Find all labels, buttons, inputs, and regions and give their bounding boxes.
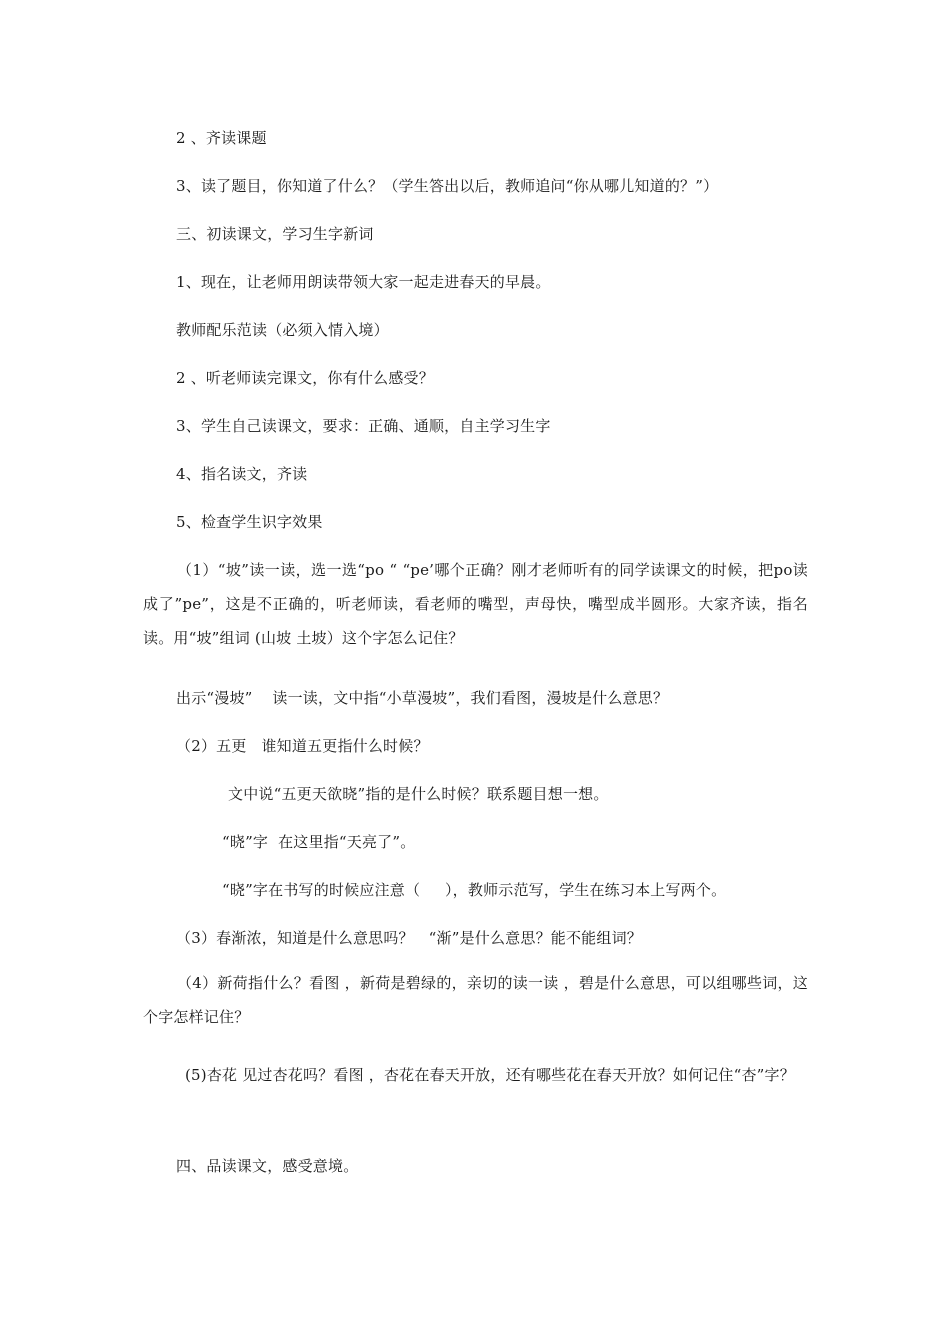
step-what-did-you-learn: 3、读了题目，你知道了什么？（学生答出以后，教师追问“你从哪儿知道的？”） <box>176 177 719 195</box>
step-self-reading: 3、学生自己读课文，要求：正确、通顺，自主学习生字 <box>176 417 551 435</box>
section-4-heading: 四、品读课文，感受意境。 <box>176 1157 359 1175</box>
line-jian-character: （3）春渐浓，知道是什么意思吗？ “渐”是什么意思？能不能组词？ <box>176 929 642 947</box>
section-3-heading: 三、初读课文，学习生字新词 <box>176 225 374 243</box>
paragraph-xinghua: (5)杏花 见过杏花吗？看图 ，杏花在春天开放，还有哪些花在春天开放？如何记住“杏”字？ <box>185 1066 795 1084</box>
line-wugeng-question: 文中说“五更天欲晓”指的是什么时候？联系题目想一想。 <box>228 785 609 803</box>
paragraph-xinhe: （4）新荷指什么？看图 ，新荷是碧绿的，亲切的读一读 ，碧是什么意思，可以组哪些词，这个字怎样记住？ <box>143 974 808 1026</box>
line-manpo: 出示“漫坡” 读一读，文中指“小草漫坡”，我们看图，漫坡是什么意思？ <box>176 689 669 707</box>
step-feelings: 2 、听老师读完课文，你有什么感受？ <box>176 369 434 387</box>
line-xiao-meaning: “晓”字 在这里指“天亮了”。 <box>222 833 416 851</box>
note-teacher-music-reading: 教师配乐范读（必须入情入境） <box>176 321 389 339</box>
line-xiao-writing: “晓”字在书写的时候应注意（ ），教师示范写，学生在练习本上写两个。 <box>222 881 727 899</box>
step-teacher-reading: 1、现在，让老师用朗读带领大家一起走进春天的早晨。 <box>176 273 551 291</box>
step-read-title-together: 2 、齐读课题 <box>176 129 267 147</box>
line-wugeng: （2）五更 谁知道五更指什么时候？ <box>176 737 429 755</box>
paragraph-po-character: （1）“坡”读一读，选一选“po “ “pe’哪个正确？刚才老师听有的同学读课文的时候，把po读成了”pe”，这是不正确的，听老师读，看老师的嘴型，声母快，嘴型成半圆形。大家齐读，指名读。用“坡”组词 (山坡 土坡）这个字怎么记住？ <box>143 561 808 647</box>
step-check-literacy: 5、检查学生识字效果 <box>176 513 323 531</box>
step-named-reading: 4、指名读文，齐读 <box>176 465 308 483</box>
